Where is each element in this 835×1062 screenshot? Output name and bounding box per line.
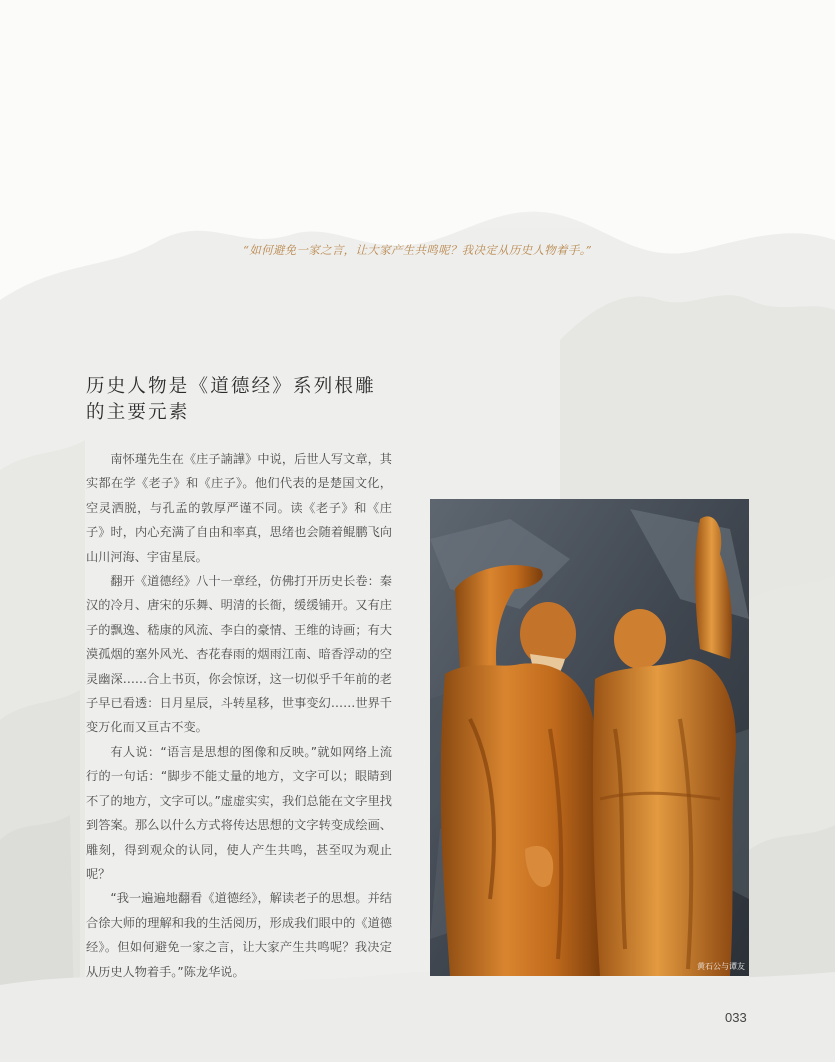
paragraph: 有人说：“语言是思想的图像和反映。”就如网络上流行的一句话：“脚步不能丈量的地方，文字可以；眼睛到不了的地方，文字可以。”虚虚实实，我们总能在文字里找到答案。那么以什么方式将传达思想的文字转变成绘画、雕刻，得到观众的认同，使人产生共鸣，甚至叹为观止呢？: [86, 744, 392, 881]
wood-carving-photo: [430, 499, 749, 976]
article-title: [86, 374, 406, 426]
wood-carving-image: [430, 499, 749, 976]
pull-quote: “如何避免一家之言，让大家产生共鸣呢？我决定从历史人物着手。”: [243, 243, 592, 257]
paragraph: “我一遍遍地翻看《道德经》，解读老子的思想。并结合徐大师的理解和我的生活阅历，形成我们眼中的《道德经》。但如何避免一家之言，让大家产生共鸣呢？我决定从历史人物着手。”陈龙华说。: [86, 891, 392, 979]
paragraph: 翻开《道德经》八十一章经，仿佛打开历史长卷：秦汉的冷月、唐宋的乐舞、明清的长衙，缓缓铺开。又有庄子的飘逸、嵇康的风流、李白的豪情、王维的诗画；有大漠孤烟的塞外风光、杏花春雨的烟雨江南、暗香浮动的空灵幽深……合上书页，你会惊讶，这一切似乎千年前的老子早已看透：日月星辰，斗转星移，世事变幻……世界千变万化而又亘古不变。: [86, 574, 392, 735]
article-title-line-2: 的主要元素: [86, 402, 190, 423]
paragraph: 南怀瑾先生在《庄子諵譁》中说，后世人写文章，其实都在学《老子》和《庄子》。他们代表的是楚国文化，空灵洒脱，与孔孟的敦厚严谨不同。读《老子》和《庄子》时，内心充满了自由和率真，思绪也会随着鲲鹏飞向山川河海、宇宙星辰。: [86, 452, 392, 564]
article-body: [86, 447, 392, 984]
article-title-line-1: 历史人物是《道德经》系列根雕: [86, 376, 376, 397]
page-number: 033: [725, 1010, 747, 1025]
photo-caption: 黄石公与谭友: [697, 962, 745, 971]
